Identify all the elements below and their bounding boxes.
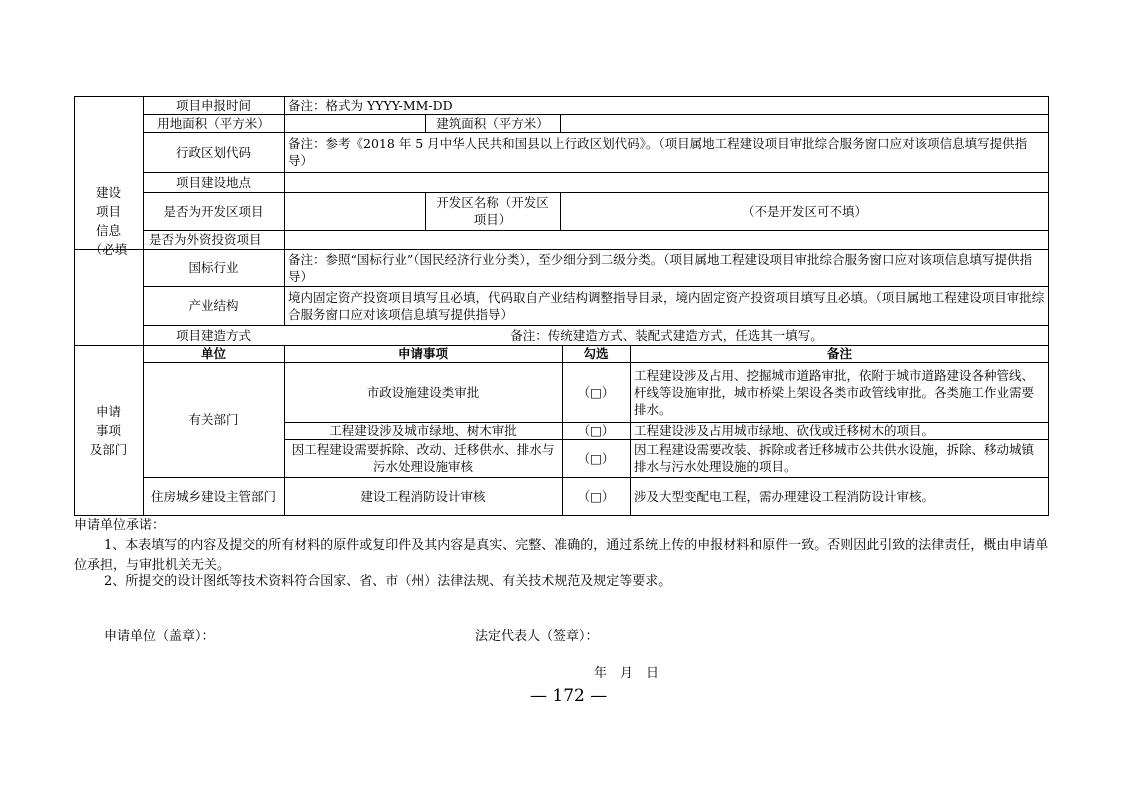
- note-greenland-approval: 工程建设涉及占用城市绿地、砍伐或迁移树木的项目。: [634, 423, 935, 438]
- section-label-project-info: 建设 项目 信息 （必填: [89, 184, 128, 257]
- section-label-apply-items: 申请 事项 及部门: [89, 404, 128, 457]
- foreign-invest-label: 是否为外资投资项目: [149, 232, 262, 247]
- unit-seal-label: 申请单位（盖章）：: [104, 629, 215, 644]
- dev-zone-field[interactable]: [284, 192, 425, 230]
- admin-code-label: 行政区划代码: [175, 144, 251, 160]
- structure-field[interactable]: 境内固定资产投资项目填写且必填，代码取自产业结构调整指导目录，境内固定资产投资项目填写且必填。（项目属地工程建设项目审批综合服务窗口应对该项信息填写提供指导）: [288, 289, 1045, 322]
- dev-zone-name-label: 开发区名称（开发区 项目）: [436, 195, 549, 227]
- unit-housing-department: 住房城乡建设主管部门: [150, 489, 276, 504]
- report-time-field[interactable]: 备注：格式为 YYYY-MM-DD: [288, 97, 453, 113]
- report-time-label: 项目申报时间: [175, 97, 251, 113]
- foreign-invest-field[interactable]: [284, 230, 1049, 249]
- item-greenland-approval: 工程建设涉及城市绿地、树木审批: [329, 423, 517, 438]
- dev-zone-label: 是否为开发区项目: [163, 203, 264, 219]
- item-municipal-approval: 市政设施建设类审批: [366, 384, 480, 400]
- item-fire-design-review: 建设工程消防设计审核: [360, 489, 486, 504]
- unit-related-departments: 有关部门: [188, 412, 239, 427]
- note-municipal-approval: 工程建设涉及占用、挖掘城市道路审批，依附于城市道路建设各种管线、杆线等设施审批，城市桥梁上架设各类市政管线审批。各类施工作业需要排水。: [634, 367, 1035, 417]
- note-water-facility-review: 因工程建设需要改装、拆除或者迁移城市公共供水设施，拆除、移动城镇排水与污水处理设施的项目。: [634, 442, 1035, 474]
- build-method-label: 项目建造方式: [175, 327, 251, 343]
- page-number: — 172 —: [530, 686, 608, 706]
- structure-label: 产业结构: [188, 298, 239, 313]
- checkbox-greenland-approval[interactable]: （□）: [577, 423, 615, 438]
- pledge-item-1: 1、本表填写的内容及提交的所有材料的原件或复印件及其内容是真实、完整、准确的，通过系统上传的申报材料和原件一致。否则因此引致的法律责任，概由申请单位承担，与审批机关无关。: [74, 538, 1049, 573]
- building-area-field[interactable]: [560, 114, 1049, 132]
- building-area-label: 建筑面积（平方米）: [436, 115, 549, 131]
- legal-rep-label: 法定代表人（签章）：: [475, 629, 599, 644]
- item-water-facility-review: 因工程建设需要拆除、改动、迁移供水、排水与污水处理设施审核: [291, 442, 555, 474]
- checkbox-fire-design-review[interactable]: （□）: [577, 489, 615, 504]
- pledge-item-2: 2、所提交的设计图纸等技术资料符合国家、省、市（州）法律法规、有关技术规范及规定等要求。: [104, 574, 672, 589]
- land-area-field[interactable]: [284, 114, 425, 132]
- dev-zone-name-field[interactable]: （不是开发区可不填）: [741, 203, 867, 219]
- location-field[interactable]: [284, 172, 1049, 192]
- checkbox-municipal-approval[interactable]: （□）: [577, 384, 615, 400]
- date-label: 年 月 日: [594, 666, 660, 681]
- admin-code-field[interactable]: 备注：参考《2018 年 5 月中华人民共和国县以上行政区划代码》。（项目属地工程建设项目审批综合服务窗口应对该项信息填写提供指导）: [288, 136, 1028, 168]
- checkbox-water-facility-review[interactable]: （□）: [577, 450, 615, 466]
- location-label: 项目建设地点: [175, 174, 251, 190]
- note-fire-design-review: 涉及大型变配电工程，需办理建设工程消防设计审核。: [634, 489, 935, 504]
- header-item: 申请事项: [397, 346, 448, 361]
- header-note: 备注: [826, 346, 852, 361]
- land-area-label: 用地面积（平方米）: [157, 115, 270, 131]
- header-unit: 单位: [200, 346, 226, 361]
- pledge-title: 申请单位承诺：: [74, 518, 166, 533]
- industry-label: 国标行业: [188, 260, 239, 275]
- header-check: 勾选: [583, 346, 609, 361]
- build-method-field[interactable]: 备注：传统建造方式、装配式建造方式，任选其一填写。: [510, 327, 823, 343]
- industry-field[interactable]: 备注：参照“国标行业”（国民经济行业分类），至少细分到二级分类。（项目属地工程建设项目审批综合服务窗口应对该项信息填写提供指导）: [288, 251, 1033, 284]
